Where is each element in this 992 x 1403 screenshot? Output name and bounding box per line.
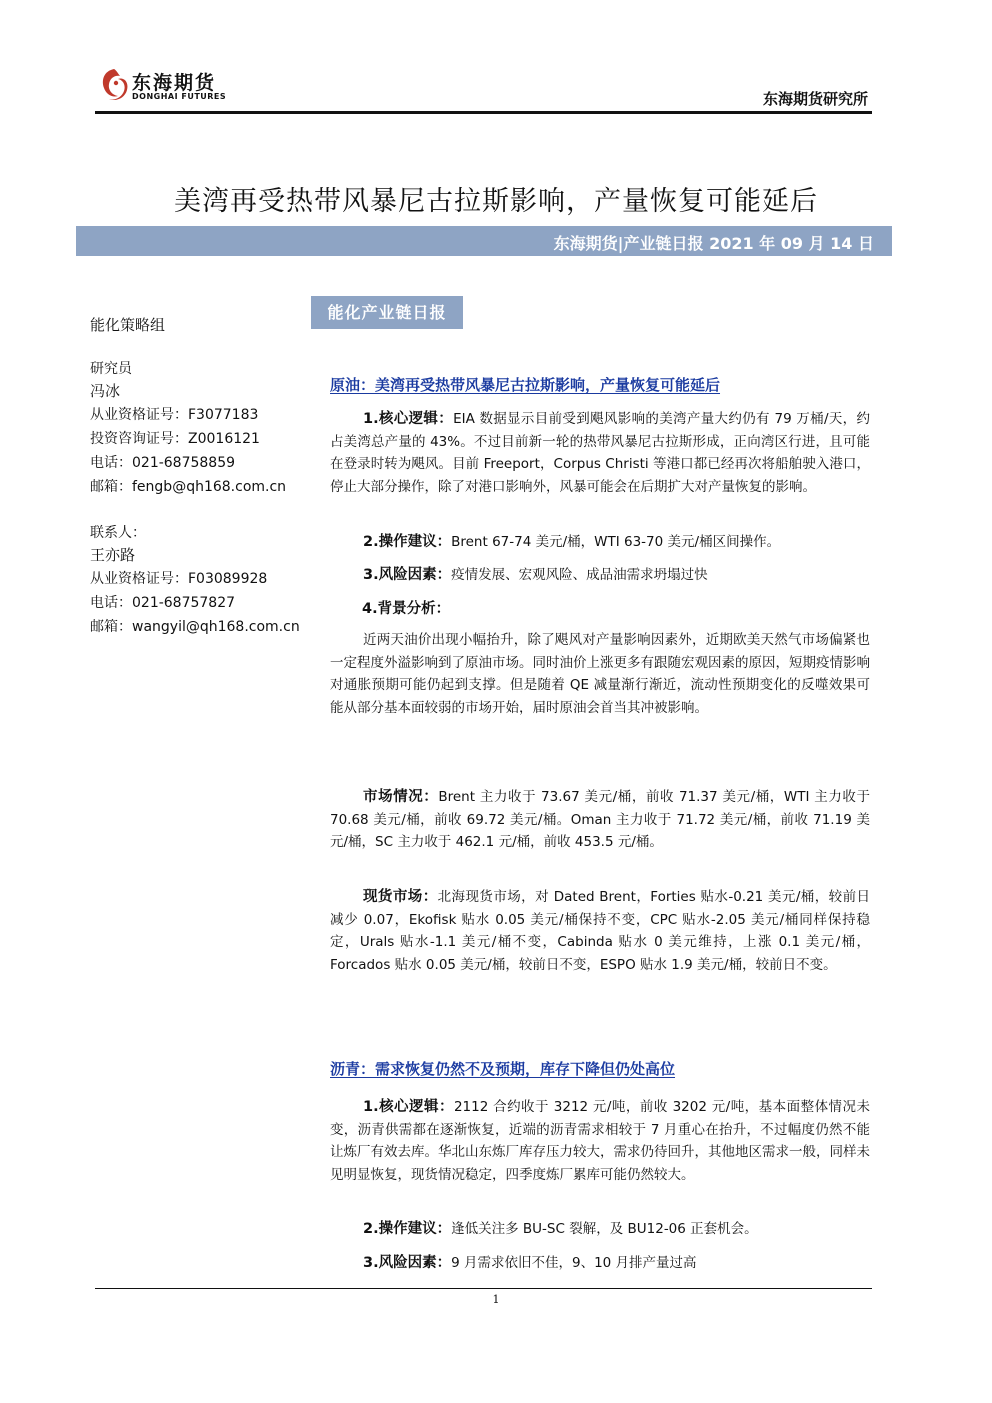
- daily-report-tag: 能化产业链日报: [311, 296, 463, 329]
- crude-section-title[interactable]: 原油：美湾再受热带风暴尼古拉斯影响，产量恢复可能延后: [330, 376, 721, 394]
- contact-email: [90, 616, 300, 638]
- operation-heading: 2.操作建议：: [363, 1221, 452, 1237]
- asphalt-section-title[interactable]: 沥青：需求恢复仍然不及预期，库存下降但仍处高位: [330, 1060, 676, 1078]
- crude-background-heading: 4.背景分析：: [362, 601, 451, 617]
- strategy-group: 能化策略组: [90, 316, 166, 334]
- phone-label: 电话：: [90, 455, 132, 471]
- researcher-consult: [90, 428, 260, 450]
- dragon-logo-icon: [98, 66, 130, 104]
- researcher-cert: [90, 404, 258, 426]
- researcher-name: 冯冰: [90, 382, 121, 400]
- cert-value: F03089928: [188, 571, 268, 587]
- contact-label: 联系人：: [90, 525, 146, 541]
- header-rule: [95, 111, 872, 114]
- operation-text: Brent 67-74 美元/桶，WTI 63-70 美元/桶区间操作。: [451, 534, 781, 550]
- spot-text: 北海现货市场，对 Dated Brent，Forties 贴水-0.21 美元/桶，较前日减少 0.07，Ekofisk 贴水 0.05 美元/桶保持不变，CPC 贴水-2.05 美元/桶同样保持稳定，Urals 贴水-1.1 美元/桶不变，Cabinda 贴水 0 美元维持，上涨 0.1 美元/桶，Forcados 贴水 0.05 美元/桶，较前日不变，ESPO 贴水 1.9 美元/桶，较前日不变。: [330, 889, 870, 973]
- risk-text: 疫情发展、宏观风险、成品油需求坍塌过快: [451, 567, 708, 583]
- core-logic-heading: 1.核心逻辑：: [363, 411, 454, 427]
- phone-value: 021-68757827: [132, 595, 236, 611]
- operation-text: 逢低关注多 BU-SC 裂解，及 BU12-06 正套机会。: [451, 1221, 758, 1237]
- asphalt-risk: [330, 1252, 870, 1275]
- institute-name: 东海期货研究所: [762, 90, 868, 108]
- consult-value: Z0016121: [188, 431, 260, 447]
- researcher-email: [90, 476, 286, 498]
- core-logic-text: EIA 数据显示目前受到飓风影响的美湾产量大约仍有 79 万桶/天，约占美湾总产量的 43%。不过目前新一轮的热带风暴尼古拉斯形成，正向湾区行进，且可能在登录时转为飓风。目前 Freeport，Corpus Christi 等港口都已经再次将船舶驶入港口，停止大部分操作，除了对港口影响外，风暴可能会在后期扩大对产量恢复的影响。: [330, 411, 870, 495]
- footer-rule: [95, 1288, 872, 1289]
- contact-phone: [90, 592, 235, 614]
- crude-background-text: 近两天油价出现小幅抬升，除了飓风对产量影响因素外，近期欧美天然气市场偏紧也一定程度外溢影响到了原油市场。同时油价上涨更多有跟随宏观因素的原因，短期疫情影响对通胀预期可能仍起到支撑。但是随着 QE 减量渐行渐近，流动性预期变化的反噬效果可能从部分基本面较弱的市场开始，届时原油会首当其冲被影响。: [330, 632, 870, 716]
- contact-cert: [90, 568, 267, 590]
- email-label: 邮箱：: [90, 479, 132, 495]
- cert-label: 从业资格证号：: [90, 571, 188, 587]
- consult-label: 投资咨询证号：: [90, 431, 188, 447]
- report-title: 美湾再受热带风暴尼古拉斯影响，产量恢复可能延后: [174, 186, 818, 217]
- cert-label: 从业资格证号：: [90, 407, 188, 423]
- researcher-label: 研究员: [90, 361, 132, 377]
- risk-heading: 3.风险因素：: [363, 1255, 452, 1271]
- email-label: 邮箱：: [90, 619, 132, 635]
- logo-english-text: DONGHAI FUTURES: [132, 92, 227, 101]
- crude-core-logic: [330, 408, 870, 498]
- page-number: 1: [492, 1293, 500, 1306]
- researcher-phone: [90, 452, 235, 474]
- operation-heading: 2.操作建议：: [363, 534, 452, 550]
- crude-spot: [330, 886, 870, 976]
- cert-value: F3077183: [188, 407, 259, 423]
- spot-heading: 现货市场：: [363, 889, 438, 905]
- crude-market: [330, 786, 870, 854]
- email-value[interactable]: wangyil@qh168.com.cn: [132, 619, 300, 635]
- date-band: [76, 226, 892, 256]
- email-value[interactable]: fengb@qh168.com.cn: [132, 479, 287, 495]
- crude-risk: [330, 564, 870, 587]
- risk-text: 9 月需求依旧不佳，9、10 月排产量过高: [451, 1255, 697, 1271]
- market-heading: 市场情况：: [363, 789, 439, 805]
- core-logic-heading: 1.核心逻辑：: [363, 1099, 454, 1115]
- market-text: Brent 主力收于 73.67 美元/桶，前收 71.37 美元/桶，WTI 主力收于 70.68 美元/桶，前收 69.72 美元/桶。Oman 主力收于 71.72 美元/桶，前收 71.19 美元/桶，SC 主力收于 462.1 元/桶，前收 453.5 元/桶。: [330, 789, 871, 850]
- risk-heading: 3.风险因素：: [363, 567, 452, 583]
- report-date: 东海期货|产业链日报 2021 年 09 月 14 日: [553, 234, 874, 253]
- core-logic-text: 2112 合约收于 3212 元/吨，前收 3202 元/吨，基本面整体情况未变，沥青供需都在逐渐恢复，近端的沥青需求相较于 7 月重心在抬升，不过幅度仍然不能让炼厂有效去库。华北山东炼厂库存压力较大，需求仍待回升，其他地区需求一般，同样未见明显恢复，现货情况稳定，四季度炼厂累库可能仍然较大。: [330, 1099, 870, 1183]
- contact-name: 王亦路: [90, 546, 136, 564]
- asphalt-core-logic: [330, 1096, 870, 1186]
- donghai-logo: [98, 66, 228, 106]
- crude-operation: [330, 531, 870, 554]
- logo-chinese-text: 东海期货: [132, 72, 217, 94]
- phone-value: 021-68758859: [132, 455, 236, 471]
- asphalt-operation: [330, 1218, 870, 1241]
- phone-label: 电话：: [90, 595, 132, 611]
